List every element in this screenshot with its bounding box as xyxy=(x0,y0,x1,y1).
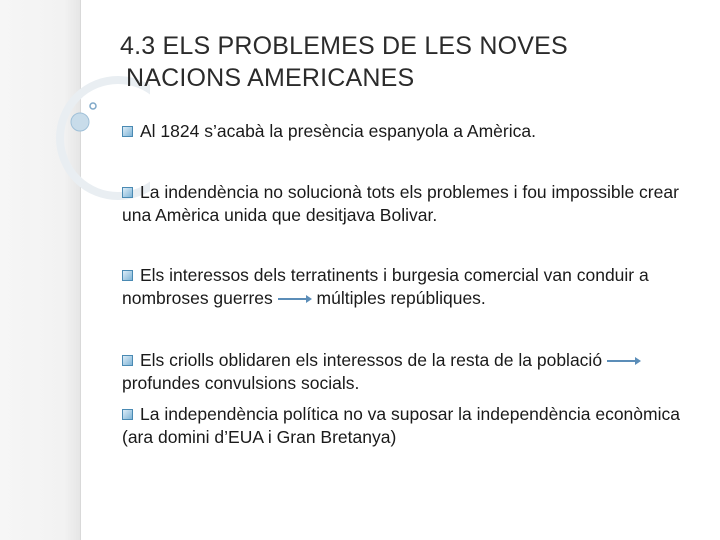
bullet-text: Els criolls oblidaren els interessos de la resta de la població xyxy=(140,350,603,370)
bullet-item-5 xyxy=(122,403,697,449)
slide-title xyxy=(120,30,680,94)
arrow-icon xyxy=(607,357,641,365)
bullet-item-4 xyxy=(122,349,697,395)
title-line-2: NACIONS AMERICANES xyxy=(126,64,415,92)
decor-small-ring xyxy=(90,103,96,109)
bullet-text: Els interessos dels terratinents i burgesia comercial van conduir a nombroses guerres xyxy=(122,265,649,308)
arrow-icon xyxy=(278,295,312,303)
bullet-item-1 xyxy=(122,120,697,143)
bullet-item-3 xyxy=(122,264,697,310)
bullet-text: La indendència no solucionà tots els problemes i fou impossible crear una Amèrica unida que desitjava Bolivar. xyxy=(122,182,679,225)
bullet-text-continued: múltiples repúbliques. xyxy=(316,288,486,308)
bullet-text: La independència política no va suposar la independència econòmica (ara domini d’EUA i Gran Bretanya) xyxy=(122,404,680,447)
decor-blue-dot xyxy=(71,113,89,131)
bullet-square-icon xyxy=(122,355,133,366)
bullet-square-icon xyxy=(122,126,133,137)
bullet-text: Al 1824 s’acabà la presència espanyola a Amèrica. xyxy=(140,121,536,141)
bullet-text-continued: profundes convulsions socials. xyxy=(122,373,360,393)
bullet-square-icon xyxy=(122,270,133,281)
bullet-square-icon xyxy=(122,187,133,198)
bullet-square-icon xyxy=(122,409,133,420)
bullet-item-2 xyxy=(122,181,697,227)
title-line-1: 4.3 ELS PROBLEMES DE LES NOVES xyxy=(120,32,568,60)
